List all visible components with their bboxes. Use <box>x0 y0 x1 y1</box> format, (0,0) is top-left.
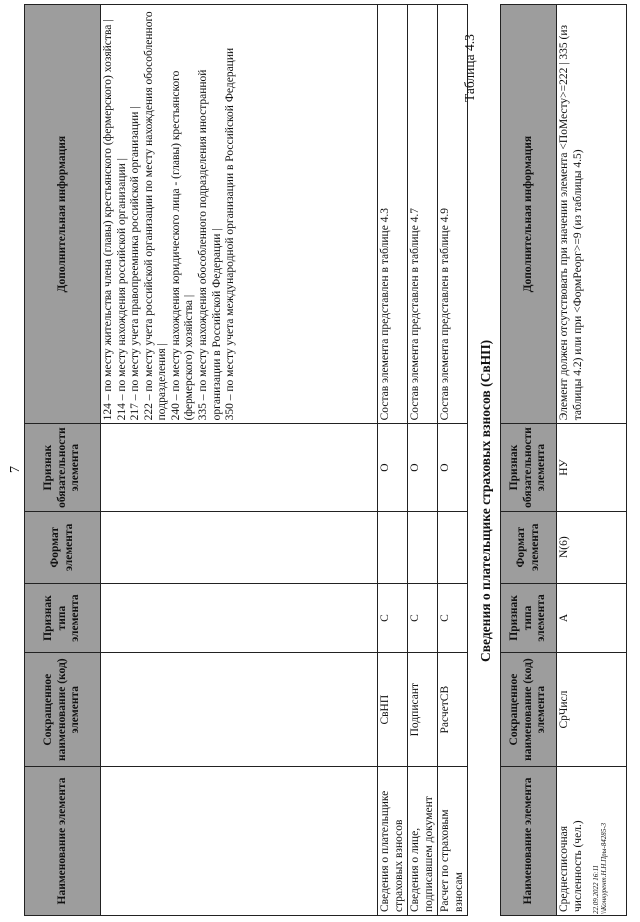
table2-header: Наименование элемента Сокращенное наименование (код) элемента Признак типа элемента Формат элемента Признак обязательности элемента Дополнительная информация <box>501 5 557 916</box>
codes-row <box>101 5 378 916</box>
footer-stamp: 22.09.2022 16:11 \\Конкурент.Н.Н.Пры-84285-3 <box>592 822 609 914</box>
header-format: Формат элемента <box>25 511 101 583</box>
table-row: Сведения о лице, подписавшем документ Подписант С О Состав элемента представлен в таблице 4.7 <box>408 5 438 916</box>
main-table <box>24 4 468 916</box>
codes-list <box>101 5 378 424</box>
code-item: 222 – по месту учета российской организации по месту нахождения обособленного подразделения | <box>142 11 169 421</box>
header-type: Признак типа элемента <box>25 583 101 653</box>
code-item: 124 – по месту жительства члена (главы) крестьянского (фермерского) хозяйства | <box>102 19 114 421</box>
header-name: Наименование элемента <box>25 766 101 915</box>
code-item: 335 – по месту нахождения обособленного подразделения иностранной организации в Российской Федерации | <box>196 69 223 421</box>
header-req: Признак обязательности элемента <box>25 424 101 512</box>
main-table-header <box>25 5 101 916</box>
table2-title: Сведения о плательщике страховых взносов (СвНП) <box>478 339 493 662</box>
table-row: Расчет по страховым взносам РасчетСВ С О Состав элемента представлен в таблице 4.9 <box>438 5 468 916</box>
code-item: 217 – по месту учета правопреемника российской организации | <box>129 106 142 421</box>
page-number: 7 <box>8 466 23 473</box>
header-code: Сокращенное наименование (код) элемента <box>25 653 101 767</box>
table2-number: Таблица 4.3 <box>462 34 477 102</box>
code-item: 214 – по месту нахождения российской организации | <box>115 158 128 421</box>
code-item: 350 – по месту учета международной организации в Российской Федерации <box>224 47 237 421</box>
table-row: Среднесписочная численность (чел.) СрЧисл А N(6) НУ Элемент должен отсутствовать при значении элемента <ПоМесту>=222 | 335 (из таблицы 4.2) или при <ФормРеорг>=9 (из таблицы 4.5) <box>557 5 627 916</box>
code-item: 240 – по месту нахождения юридического лица - (главы) крестьянского (фермерского) хозяйства | <box>169 70 196 421</box>
header-info: Дополнительная информация <box>25 5 101 424</box>
table-4-3 <box>500 4 627 916</box>
table-row: Сведения о плательщике страховых взносов СвНП С О Состав элемента представлен в таблице 4.3 <box>378 5 408 916</box>
